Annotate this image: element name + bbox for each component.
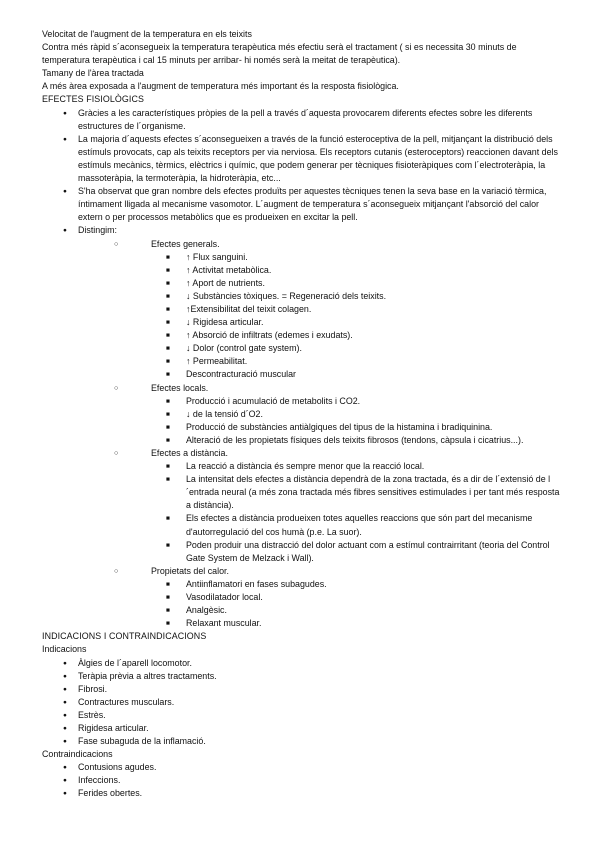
group-label: Propietats del calor. bbox=[151, 565, 229, 576]
list-item bbox=[42, 133, 564, 185]
list-item: ■ ↑ Aport de nutrients. bbox=[149, 277, 564, 290]
section-heading-indicacions: INDICACIONS I CONTRAINDICACIONS bbox=[42, 631, 207, 642]
group-efectes-locals bbox=[114, 382, 564, 447]
list-item bbox=[42, 224, 564, 630]
list-item: ● Estrès. bbox=[42, 709, 564, 722]
list-item: ● Ferides obertes. bbox=[42, 787, 564, 800]
paragraph-tamany-text: A més àrea exposada a l'augment de temperatura més important és la resposta fisiològica. bbox=[42, 81, 399, 92]
list-item: ■ La reacció a distància és sempre menor que la reacció local. bbox=[149, 460, 564, 473]
list-item: ● Infeccions. bbox=[42, 774, 564, 787]
list-item: ■ ↓ Rigidesa articular. bbox=[149, 316, 564, 329]
list-item-text: La majoria d´aquests efectes s´aconsegueixen a través de la funció esteroceptiva de la pell, mitjançant la distribució dels estímuls provocats, cap als teixits receptors per via nerviosa. Els receptors cutanis (esteroceptors) reaccionen davant dels estímuls mecànics, tèrmics, elèctrics i químic, que podem generar per tècniques fisioteràpiques com l´electroteràpia, la massoteràpia, la termoteràpia, la hidroteràpia, etc... bbox=[78, 133, 558, 184]
list-item: ■ ↑ Activitat metabòlica. bbox=[149, 264, 564, 277]
list-item: ■ ↓ Substàncies tòxiques. = Regeneració dels teixits. bbox=[149, 290, 564, 303]
list-item: ■ ↓ de la tensió d´O2. bbox=[149, 408, 564, 421]
list-item: ● Fibrosi. bbox=[42, 683, 564, 696]
list-item: ● Fase subaguda de la inflamació. bbox=[42, 735, 564, 748]
list-item: ■ ↑ Absorció de infiltrats (edemes i exudats). bbox=[149, 329, 564, 342]
group-efectes-generals bbox=[114, 238, 564, 382]
list-item: ■ Poden produir una distracció del dolor actuant com a estímul contrairritant (teoria del Control Gate System de Melzack i Wall). bbox=[149, 539, 564, 565]
list-item: ■ ↑ Permeabilitat. bbox=[149, 355, 564, 368]
subheading-indicacions: Indicacions bbox=[42, 644, 87, 655]
list-item: ■ ↓ Dolor (control gate system). bbox=[149, 342, 564, 355]
group-label: Efectes generals. bbox=[151, 238, 220, 249]
list-item-text: S'ha observat que gran nombre dels efectes produïts per aquestes tècniques tenen la seva base en la variació tèrmica, íntimament lligada al mecanisme vasomotor. L´augment de temperatura s´aconsegueix mitjançant l'absorció del calor extern o per processos metabòlics que es produeixen en excitar la pell. bbox=[78, 186, 547, 223]
list-item: ● Contusions agudes. bbox=[42, 761, 564, 774]
list-item bbox=[42, 107, 564, 133]
group-items bbox=[151, 251, 564, 382]
list-item: ■ Relaxant muscular. bbox=[149, 617, 564, 630]
list-item: ● Àlgies de l´aparell locomotor. bbox=[42, 657, 564, 670]
list-item: ■ Els efectes a distància produeixen totes aquelles reaccions que són part del mecanisme d'autorregulació del cos humà (p.e. La suor). bbox=[149, 512, 564, 538]
subheading-contraindicacions: Contraindicacions bbox=[42, 749, 113, 760]
distingim-sublist bbox=[78, 238, 564, 631]
section-heading-efectes: EFECTES FISIOLÒGICS bbox=[42, 94, 145, 105]
list-item: ● Teràpia prèvia a altres tractaments. bbox=[42, 670, 564, 683]
list-item: ■ Vasodilatador local. bbox=[149, 591, 564, 604]
list-item: ■ ↑ Flux sanguini. bbox=[149, 251, 564, 264]
group-label: Efectes a distància. bbox=[151, 448, 228, 458]
list-item: ■ Alteració de les propietats físiques dels teixits fibrosos (tendons, càpsula i cicatrius...). bbox=[149, 434, 564, 447]
group-items bbox=[151, 395, 564, 447]
list-item-text: Gràcies a les característiques pròpies de la pell a través d´aquesta provocarem diferents efectes sobre les diferents estructures de l´organisme. bbox=[78, 107, 533, 131]
group-label: Efectes locals. bbox=[151, 382, 209, 393]
list-item: ■ Analgèsic. bbox=[149, 604, 564, 617]
paragraph-tamany-heading: Tamany de l'àrea tractada bbox=[42, 68, 144, 79]
paragraph-velocitat-heading: Velocitat de l'augment de la temperatura en els teixits bbox=[42, 29, 252, 39]
indicacions-list bbox=[42, 657, 564, 749]
list-item: ■ La intensitat dels efectes a distància dependrà de la zona tractada, és a dir de l´extensió de l´entrada neural (a més zona tractada més fibres sensitives estimulades i per tant més resposta a distància). bbox=[149, 473, 564, 512]
list-item: ● Rigidesa articular. bbox=[42, 722, 564, 735]
efectes-list bbox=[42, 107, 564, 631]
group-efectes-distancia bbox=[114, 447, 564, 565]
list-item bbox=[42, 185, 564, 224]
list-item: ■ Producció i acumulació de metabolits i CO2. bbox=[149, 395, 564, 408]
group-items bbox=[151, 460, 564, 565]
list-item: ■ Antiinflamatori en fases subagudes. bbox=[149, 578, 564, 591]
list-item: ■ Descontracturació muscular bbox=[149, 368, 564, 381]
list-item-text: Distingim: bbox=[78, 225, 117, 236]
group-items bbox=[151, 578, 564, 630]
list-item: ● Contractures musculars. bbox=[42, 696, 564, 709]
group-propietats-calor bbox=[114, 565, 564, 630]
list-item: ■ Producció de substàncies antiàlgiques del tipus de la histamina i bradiquinina. bbox=[149, 421, 564, 434]
contraindicacions-list bbox=[42, 761, 564, 800]
list-item: ■ ↑Extensibilitat del teixit colagen. bbox=[149, 303, 564, 316]
paragraph-velocitat-text: Contra més ràpid s´aconsegueix la temperatura terapèutica més efectiu serà el tractament ( si es necessita 30 minuts de temperatura terapèutica i cal 15 minuts per arribar- hi només serà la meitat de terapèutica). bbox=[42, 42, 517, 66]
